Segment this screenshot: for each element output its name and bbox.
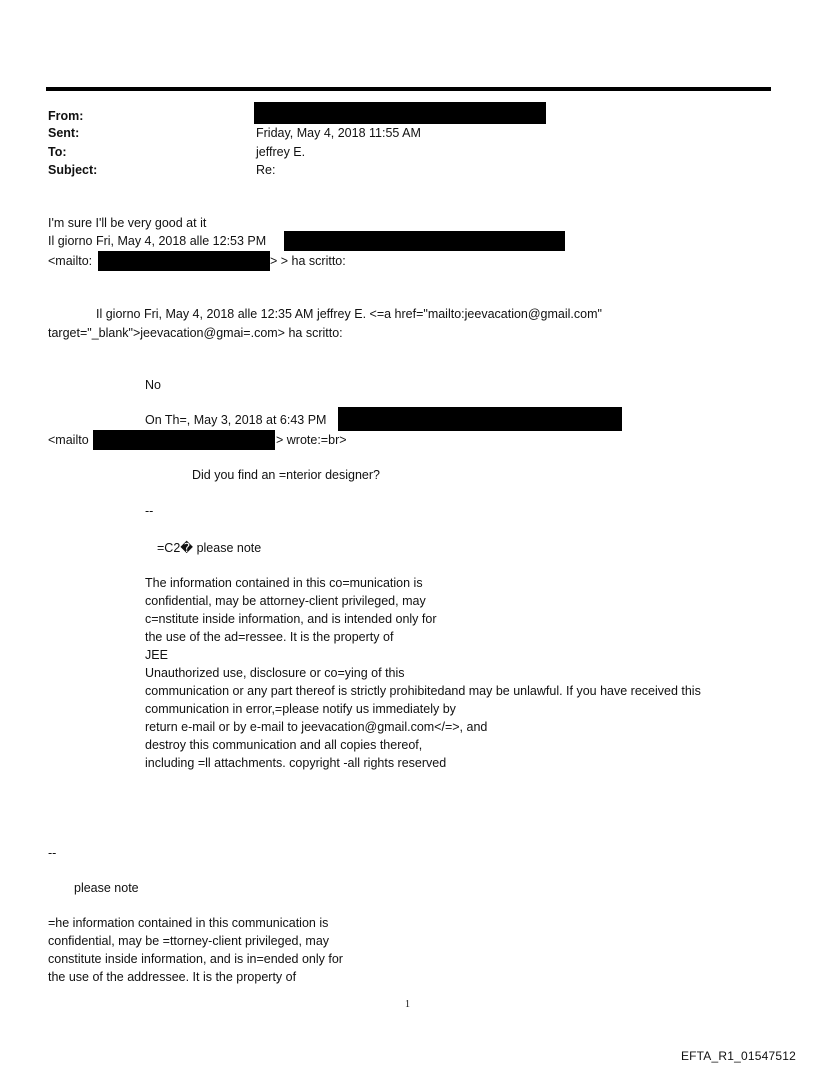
quote2-body-line: c=nstitute inside information, and is intended only for (145, 612, 437, 626)
quote2-body-line: JEE (145, 648, 168, 662)
reply-line-2: Il giorno Fri, May 4, 2018 alle 12:53 PM (48, 234, 267, 248)
signature-dashes: -- (48, 846, 57, 860)
quote1-line-1: Il giorno Fri, May 4, 2018 alle 12:35 AM jeffrey E. <=a href="mailto:jeevacation@gmail.com" (96, 307, 602, 321)
redacted-sender-1 (284, 231, 565, 251)
redacted-sender-2 (338, 407, 622, 431)
quote2-body-line: return e-mail or by e-mail to jeevacation@gmail.com</=>, and (145, 720, 488, 734)
signature-body-line: the use of the addressee. It is the property of (48, 970, 297, 984)
to-label: To: (48, 145, 67, 159)
from-label: From: (48, 109, 84, 123)
signature-body-line: =he information contained in this communication is (48, 916, 329, 930)
reply-mailto-suffix: > > ha scritto: (270, 254, 346, 268)
quote2-body-line: the use of the ad=ressee. It is the property of (145, 630, 394, 644)
quote2-on-line: On Th=, May 3, 2018 at 6:43 PM (145, 413, 327, 427)
quote2-body-line: communication in error,=please notify us immediately by (145, 702, 456, 716)
quote2-body-line: destroy this communication and all copies thereof, (145, 738, 423, 752)
quote2-please-note: =C2� please note (157, 541, 262, 555)
subject-label: Subject: (48, 163, 98, 177)
signature-body-line: constitute inside information, and is in=ended only for (48, 952, 343, 966)
redacted-mailto-1 (98, 251, 270, 271)
quote2-body-line: including =ll attachments. copyright -all rights reserved (145, 756, 447, 770)
redacted-mailto-2 (93, 430, 275, 450)
quote2-body-line: communication or any part thereof is strictly prohibitedand may be unlawful. If you have received this (145, 684, 701, 698)
signature-body-line: confidential, may be =ttorney-client privileged, may (48, 934, 330, 948)
quote2-wrote: > wrote:=br> (276, 433, 347, 447)
quote2-body-line: Unauthorized use, disclosure or co=ying of this (145, 666, 405, 680)
page-number: 1 (405, 999, 410, 1010)
document-id: EFTA_R1_01547512 (680, 1049, 796, 1063)
quote1-line-2: target="_blank">jeevacation@gmai=.com> ha scritto: (48, 326, 343, 340)
quote2-body-line: The information contained in this co=munication is (145, 576, 423, 590)
sent-value: Friday, May 4, 2018 11:55 AM (256, 126, 421, 140)
signature-please-note: please note (74, 881, 139, 895)
redacted-from-value (254, 102, 546, 124)
reply-mailto-prefix: <mailto: (48, 254, 93, 268)
reply-line-1: I'm sure I'll be very good at it (48, 216, 207, 230)
to-value: jeffrey E. (256, 145, 306, 159)
quote2-mailto-prefix: <mailto (48, 433, 89, 447)
sent-label: Sent: (48, 126, 80, 140)
quote2-body-line: confidential, may be attorney-client privileged, may (145, 594, 426, 608)
quote2-dashes: -- (145, 504, 154, 518)
quote2-no: No (145, 378, 161, 392)
header-rule (46, 87, 771, 91)
quote2-question: Did you find an =nterior designer? (192, 468, 380, 482)
subject-value: Re: (256, 163, 276, 177)
